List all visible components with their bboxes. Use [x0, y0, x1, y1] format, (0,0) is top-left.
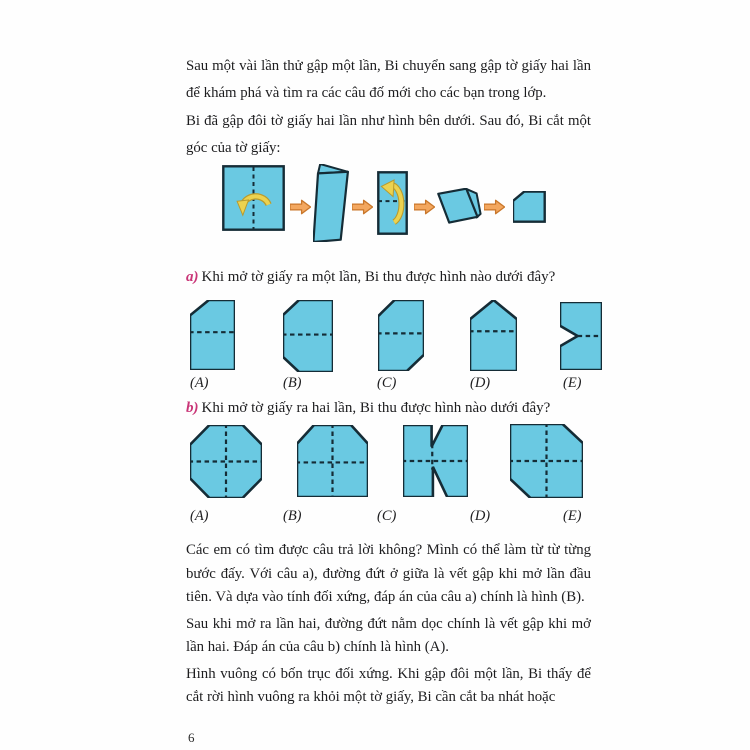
option-shape-square-opposite-corners-cut	[510, 424, 583, 503]
option-label-(E): (E)	[563, 375, 582, 391]
paper-quarter-folded-tilted	[437, 188, 482, 229]
paper-square-vertical-crease	[222, 165, 285, 236]
paper-half-folded-standing-svg	[313, 164, 349, 242]
paper-shape	[283, 300, 333, 372]
fold-arrow-right-svg	[484, 199, 505, 215]
question-a-text: Khi mở tờ giấy ra một lần, Bi thu được hình nào dưới đây?	[201, 269, 556, 285]
paper-corner-cut	[513, 191, 546, 228]
question-a-label: a)	[186, 269, 199, 285]
fold-arrow-right-svg	[414, 199, 435, 215]
paper-half-folded-horizontal-crease	[377, 171, 408, 240]
shape-svg-octagon-corners-cut	[190, 425, 262, 498]
shape-svg-square-top-corners-cut	[297, 425, 368, 497]
option-shape-tall-peak-top	[470, 300, 517, 376]
shape-svg-square-opposite-corners-cut	[510, 424, 583, 498]
fold-sequence-diagram	[186, 162, 591, 263]
paper-corner-cut-svg	[513, 191, 546, 223]
intro-paragraph-1: Sau một vài lần thử gập một lần, Bi chuyển sang gập tờ giấy hai lần để khám phá và tìm ra các câu đố mới cho các bạn trong lớp.	[186, 58, 591, 101]
paper-half-folded-standing	[313, 164, 349, 247]
question-b-label: b)	[186, 400, 199, 416]
option-label-(C): (C)	[377, 508, 397, 524]
question-a-options	[186, 290, 591, 394]
paper-shape	[190, 300, 235, 370]
fold-arrow-right-svg	[290, 199, 311, 215]
fold-arrow-right-icon	[484, 199, 505, 220]
paper-half-folded-horizontal-crease-svg	[377, 171, 408, 235]
question-b	[186, 395, 591, 421]
explanation-paragraph-2: Sau khi mở ra lần hai, đường đứt nằm dọc chính là vết gập khi mở lần hai. Đáp án của câu b) chính là hình (A).	[186, 615, 591, 655]
fold-arrow-right-icon	[352, 199, 373, 220]
option-label-(B): (B)	[283, 508, 302, 524]
question-a	[186, 264, 591, 290]
page-content	[186, 53, 591, 710]
option-shape-tall-opposite-cut	[378, 300, 424, 376]
paper-shape	[470, 300, 517, 371]
question-b-options	[186, 421, 591, 527]
shape-svg-square-k-notch	[403, 425, 468, 497]
option-shape-tall-top-left-cut	[190, 300, 235, 375]
explanation-paragraph-1: Các em có tìm được câu trả lời không? Mình có thể làm từ từ từng bước đấy. Với câu a), đường đứt ở giữa là vết gập khi mở lần đầu tiên. Và dựa vào tính đối xứng, đáp án của câu a) chính là hình (B).	[186, 542, 591, 605]
fold-arrow-right-svg	[352, 199, 373, 215]
paper-square-vertical-crease-svg	[222, 165, 285, 231]
fold-arrow-right-icon	[414, 199, 435, 220]
option-label-(B): (B)	[283, 375, 302, 391]
question-b-text: Khi mở tờ giấy ra hai lần, Bi thu được hình nào dưới đây?	[201, 400, 551, 416]
shape-svg-tall-notch-left	[560, 302, 602, 370]
explanation-paragraph-3: Hình vuông có bốn trục đối xứng. Khi gập đôi một lần, Bi thấy để cắt rời hình vuông ra khỏi một tờ giấy, Bi cần cắt ba nhát hoặc	[186, 665, 591, 705]
option-label-(C): (C)	[377, 375, 397, 391]
option-label-(D): (D)	[470, 508, 491, 524]
paper-quarter-folded-tilted-svg	[437, 188, 482, 224]
intro-paragraph-2: Bi đã gập đôi tờ giấy hai lần như hình bên dưới. Sau đó, Bi cắt một góc của tờ giấy:	[186, 113, 591, 156]
page-number: 6	[188, 730, 195, 745]
option-shape-square-top-corners-cut	[297, 425, 368, 502]
option-label-(E): (E)	[563, 508, 582, 524]
fold-arrow-right-icon	[290, 199, 311, 220]
option-shape-tall-left-corners-cut	[283, 300, 333, 377]
shape-svg-tall-opposite-cut	[378, 300, 424, 371]
option-label-(A): (A)	[190, 375, 209, 391]
explanation-block	[186, 539, 591, 710]
paper-shape	[378, 300, 424, 371]
shape-svg-tall-top-left-cut	[190, 300, 235, 370]
option-shape-octagon-corners-cut	[190, 425, 262, 503]
option-label-(A): (A)	[190, 508, 209, 524]
shape-svg-tall-left-corners-cut	[283, 300, 333, 372]
option-shape-square-k-notch	[403, 425, 468, 502]
option-label-(D): (D)	[470, 375, 491, 391]
shape-svg-tall-peak-top	[470, 300, 517, 371]
option-shape-tall-notch-left	[560, 302, 602, 375]
